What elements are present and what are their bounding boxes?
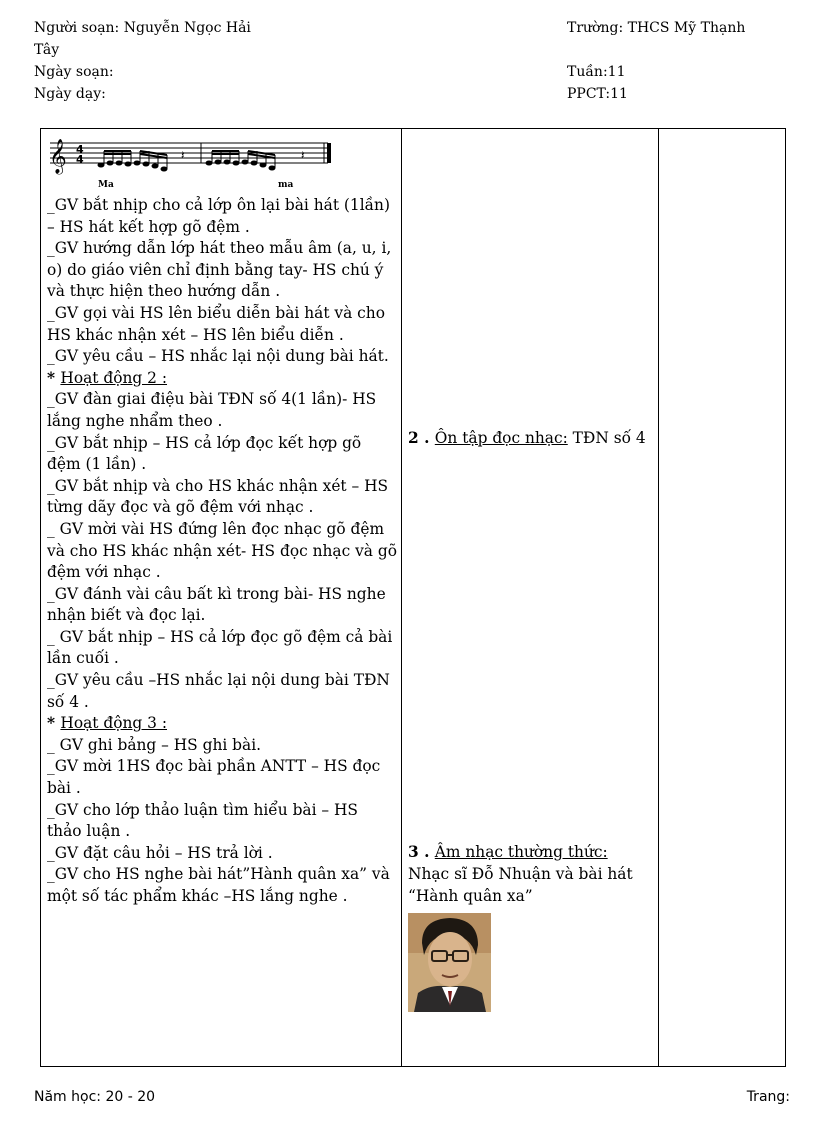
page-label: Trang: bbox=[746, 1089, 790, 1105]
score-lyric-2: ma bbox=[278, 180, 294, 190]
activity-step: _ GV ghi bảng – HS ghi bài. bbox=[47, 735, 262, 754]
activity-step: _GV yêu cầu –HS nhắc lại nội dung bài TĐN số 4 . bbox=[47, 671, 390, 711]
teach-date-label: Ngày dạy: bbox=[34, 86, 106, 102]
activity-step: _ GV bắt nhịp – HS cả lớp đọc gõ đệm cả bài lần cuối . bbox=[47, 627, 393, 668]
section-3 bbox=[408, 841, 653, 907]
prep-date-label: Ngày soạn: bbox=[34, 64, 114, 80]
svg-text:𝄞: 𝄞 bbox=[49, 139, 67, 174]
activity-step: _GV cho lớp thảo luận tìm hiểu bài – HS thảo luận . bbox=[47, 800, 358, 841]
section-3-number: 3 . bbox=[408, 843, 435, 861]
content-column bbox=[402, 129, 659, 1066]
section-2 bbox=[408, 427, 653, 449]
activity-step: _GV gọi vài HS lên biểu diễn bài hát và cho HS khác nhận xét – HS lên biểu diễn . bbox=[47, 303, 385, 344]
activity-step: _ GV mời vài HS đứng lên đọc nhạc gõ đệm và cho HS khác nhận xét- HS đọc nhạc và gõ đệm với nhạc . bbox=[47, 519, 397, 582]
activity-step: _GV cho HS nghe bài hát”Hành quân xa” và một số tác phẩm khác –HS lắng nghe . bbox=[47, 865, 390, 905]
section-3-text: Nhạc sĩ Đỗ Nhuận và bài hát “Hành quân xa” bbox=[408, 865, 633, 905]
activities-column bbox=[41, 129, 402, 1066]
activity-step: _GV bắt nhịp và cho HS khác nhận xét – HS từng dãy đọc và gõ đệm với nhạc . bbox=[47, 476, 389, 517]
svg-text:𝄽: 𝄽 bbox=[181, 148, 185, 162]
activity-step: _GV bắt nhịp cho cả lớp ôn lại bài hát (1lần) – HS hát kết hợp gõ đệm . bbox=[47, 196, 390, 236]
activity-3-heading: * Hoạt động 3 : bbox=[47, 714, 168, 733]
ppct-label: PPCT:11 bbox=[567, 86, 628, 102]
composer-portrait bbox=[408, 913, 491, 1012]
activity-step: _GV đánh vài câu bất kì trong bài- HS nghe nhận biết và đọc lại. bbox=[47, 584, 386, 625]
header-right bbox=[567, 17, 797, 105]
music-score-image bbox=[46, 133, 336, 191]
section-2-title: Ôn tập đọc nhạc: bbox=[434, 429, 568, 447]
activity-step: _GV bắt nhịp – HS cả lớp đọc kết hợp gõ đệm (1 lần) . bbox=[47, 433, 362, 474]
svg-text:4: 4 bbox=[76, 153, 84, 166]
section-2-text: TĐN số 4 bbox=[567, 429, 646, 447]
activity-step: _GV đàn giai điệu bài TĐN số 4(1 lần)- HS lắng nghe nhẩm theo . bbox=[47, 390, 377, 430]
author-label: Người soạn: Nguyễn Ngọc Hải bbox=[34, 20, 251, 36]
section-2-number: 2 . bbox=[408, 429, 435, 447]
notes-column bbox=[659, 129, 786, 1066]
lesson-table bbox=[40, 128, 786, 1067]
activity-steps bbox=[47, 195, 397, 908]
svg-text:4: 4 bbox=[76, 143, 84, 156]
score-lyric-1: Ma bbox=[98, 180, 114, 190]
week-label: Tuần:11 bbox=[567, 64, 626, 80]
section-3-title: Âm nhạc thường thức: bbox=[434, 843, 608, 861]
header-left bbox=[34, 17, 294, 105]
activity-step: _GV yêu cầu – HS nhắc lại nội dung bài hát. bbox=[47, 347, 389, 366]
activity-step: _GV mời 1HS đọc bài phần ANTT – HS đọc bài . bbox=[47, 757, 381, 798]
school-label: Trường: THCS Mỹ Thạnh bbox=[567, 20, 746, 36]
activity-2-heading: * Hoạt động 2 : bbox=[47, 368, 168, 387]
svg-text:𝄽: 𝄽 bbox=[301, 148, 305, 162]
school-year-label: Năm học: 20 - 20 bbox=[34, 1089, 156, 1105]
activity-step: _GV hướng dẫn lớp hát theo mẫu âm (a, u, i, o) do giáo viên chỉ định bằng tay- HS chú ý và thực hiện theo hướng dẫn . bbox=[47, 239, 392, 301]
author-continued: Tây bbox=[34, 42, 60, 58]
activity-step: _GV đặt câu hỏi – HS trả lời . bbox=[47, 843, 273, 862]
